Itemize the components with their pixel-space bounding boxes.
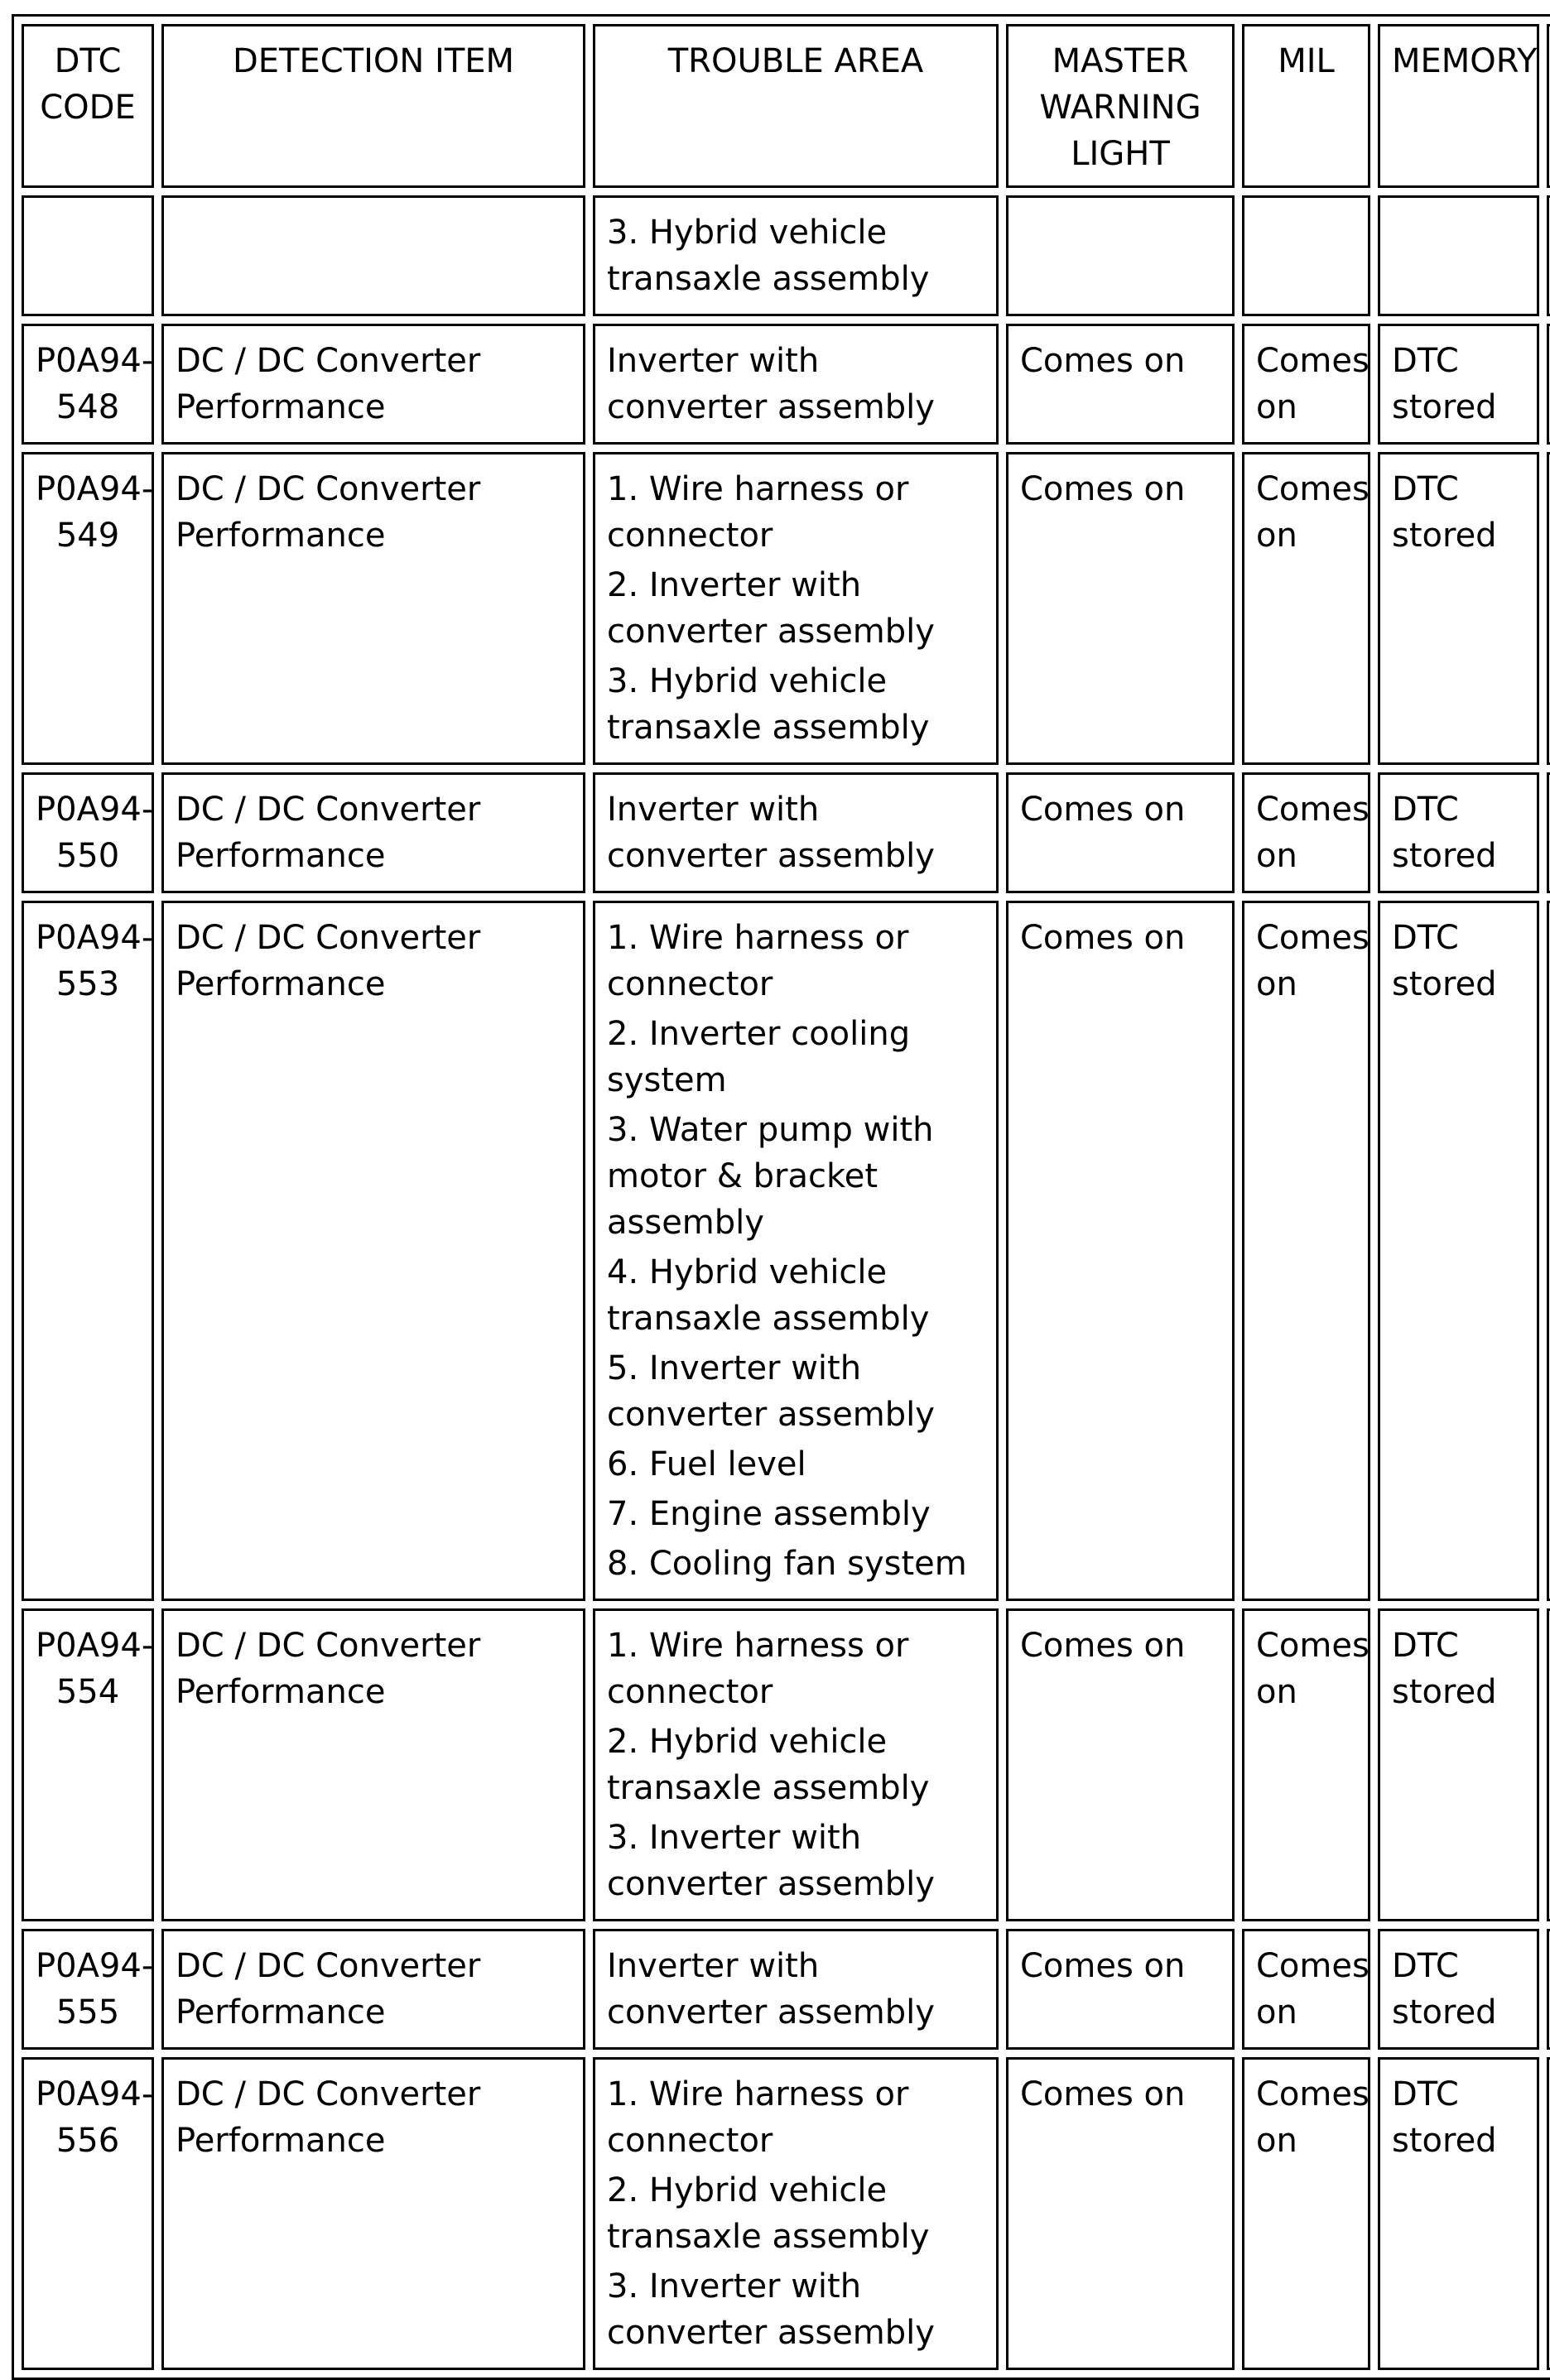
header-mil: MIL (1242, 24, 1370, 188)
cell-overflow (1547, 324, 1550, 445)
trouble-area-line: 3. Inverter with converter assembly (607, 2267, 935, 2352)
cell-trouble-area (593, 1929, 999, 2050)
trouble-area-line: 2. Inverter with converter assembly (607, 566, 935, 651)
trouble-area-line: 8. Cooling fan system (607, 1545, 967, 1583)
trouble-area-line: 3. Inverter with converter assembly (607, 1819, 935, 1903)
cell-memory: DTC stored (1378, 452, 1539, 765)
cell-dtc-code: P0A94-554 (22, 1608, 154, 1921)
cell-mil: Comes on (1242, 1608, 1370, 1921)
cell-detection-item: DC / DC Converter Performance (161, 324, 585, 445)
trouble-area-line: Inverter with converter assembly (607, 1947, 935, 2031)
cell-master-warning-light: Comes on (1006, 1929, 1235, 2050)
trouble-area-line: 7. Engine assembly (607, 1495, 931, 1533)
table-header (22, 24, 1550, 188)
cell-detection-item: DC / DC Converter Performance (161, 1608, 585, 1921)
cell-overflow (1547, 772, 1550, 893)
header-dtc-code: DTC CODE (22, 24, 154, 188)
cell-memory: DTC stored (1378, 1608, 1539, 1921)
cell-memory: DTC stored (1378, 772, 1539, 893)
cell-detection-item: DC / DC Converter Performance (161, 2057, 585, 2370)
cell-dtc-code: P0A94-556 (22, 2057, 154, 2370)
trouble-area-line: 4. Hybrid vehicle transaxle assembly (607, 1253, 930, 1338)
dtc-table (12, 14, 1550, 2380)
cell-detection-item: DC / DC Converter Performance (161, 901, 585, 1601)
table-row (22, 2057, 1550, 2370)
cell-mil: Comes on (1242, 324, 1370, 445)
trouble-area-line: 1. Wire harness or connector (607, 919, 909, 1003)
cell-master-warning-light (1006, 195, 1235, 316)
cell-trouble-area (593, 1608, 999, 1921)
cell-dtc-code: P0A94-549 (22, 452, 154, 765)
cell-memory: DTC stored (1378, 901, 1539, 1601)
trouble-area-line: 3. Hybrid vehicle transaxle assembly (607, 662, 930, 747)
cell-detection-item: DC / DC Converter Performance (161, 1929, 585, 2050)
cell-master-warning-light: Comes on (1006, 901, 1235, 1601)
cell-memory: DTC stored (1378, 2057, 1539, 2370)
trouble-area-line: 3. Hybrid vehicle transaxle assembly (607, 214, 930, 298)
cell-trouble-area (593, 195, 999, 316)
trouble-area-line: 5. Inverter with converter assembly (607, 1349, 935, 1434)
trouble-area-line: Inverter with converter assembly (607, 791, 935, 875)
cell-overflow (1547, 1929, 1550, 2050)
cell-master-warning-light: Comes on (1006, 2057, 1235, 2370)
cell-memory (1378, 195, 1539, 316)
cell-memory: DTC stored (1378, 1929, 1539, 2050)
trouble-area-line: 2. Hybrid vehicle transaxle assembly (607, 1723, 930, 1807)
cell-memory: DTC stored (1378, 324, 1539, 445)
cell-mil (1242, 195, 1370, 316)
cell-trouble-area (593, 324, 999, 445)
cell-master-warning-light: Comes on (1006, 772, 1235, 893)
table-row (22, 1608, 1550, 1921)
header-detection-item: DETECTION ITEM (161, 24, 585, 188)
cell-trouble-area (593, 2057, 999, 2370)
table-row (22, 452, 1550, 765)
cell-overflow (1547, 195, 1550, 316)
header-trouble-area: TROUBLE AREA (593, 24, 999, 188)
cell-mil: Comes on (1242, 901, 1370, 1601)
table-body (22, 195, 1550, 2370)
cell-overflow (1547, 2057, 1550, 2370)
trouble-area-line: 1. Wire harness or connector (607, 2075, 909, 2160)
cell-detection-item: DC / DC Converter Performance (161, 452, 585, 765)
trouble-area-line: 3. Water pump with motor & bracket assembly (607, 1111, 934, 1242)
cell-mil: Comes on (1242, 2057, 1370, 2370)
cell-master-warning-light: Comes on (1006, 324, 1235, 445)
cell-master-warning-light: Comes on (1006, 1608, 1235, 1921)
cell-mil: Comes on (1242, 1929, 1370, 2050)
cell-mil: Comes on (1242, 452, 1370, 765)
header-row (22, 24, 1550, 188)
cell-overflow (1547, 452, 1550, 765)
cell-trouble-area (593, 772, 999, 893)
trouble-area-line: 1. Wire harness or connector (607, 1627, 909, 1711)
cell-overflow (1547, 901, 1550, 1601)
trouble-area-line: 2. Inverter cooling system (607, 1015, 911, 1099)
cell-dtc-code: P0A94-548 (22, 324, 154, 445)
trouble-area-line: 2. Hybrid vehicle transaxle assembly (607, 2171, 930, 2256)
trouble-area-line: 1. Wire harness or connector (607, 470, 909, 555)
table-row (22, 324, 1550, 445)
trouble-area-line: 6. Fuel level (607, 1445, 806, 1483)
table-row (22, 901, 1550, 1601)
continuation-row (22, 195, 1550, 316)
cell-trouble-area (593, 901, 999, 1601)
header-master-warning-light: MASTER WARNING LIGHT (1006, 24, 1235, 188)
cell-dtc-code: P0A94-553 (22, 901, 154, 1601)
cell-dtc-code: P0A94-555 (22, 1929, 154, 2050)
cell-dtc-code: P0A94-550 (22, 772, 154, 893)
cell-dtc-code (22, 195, 154, 316)
cell-master-warning-light: Comes on (1006, 452, 1235, 765)
cell-overflow (1547, 1608, 1550, 1921)
header-memory: MEMORY (1378, 24, 1539, 188)
cell-trouble-area (593, 452, 999, 765)
cell-detection-item: DC / DC Converter Performance (161, 772, 585, 893)
table-row (22, 1929, 1550, 2050)
header-overflow-cell (1547, 24, 1550, 188)
trouble-area-line: Inverter with converter assembly (607, 342, 935, 426)
cell-detection-item (161, 195, 585, 316)
table-row (22, 772, 1550, 893)
cell-mil: Comes on (1242, 772, 1370, 893)
